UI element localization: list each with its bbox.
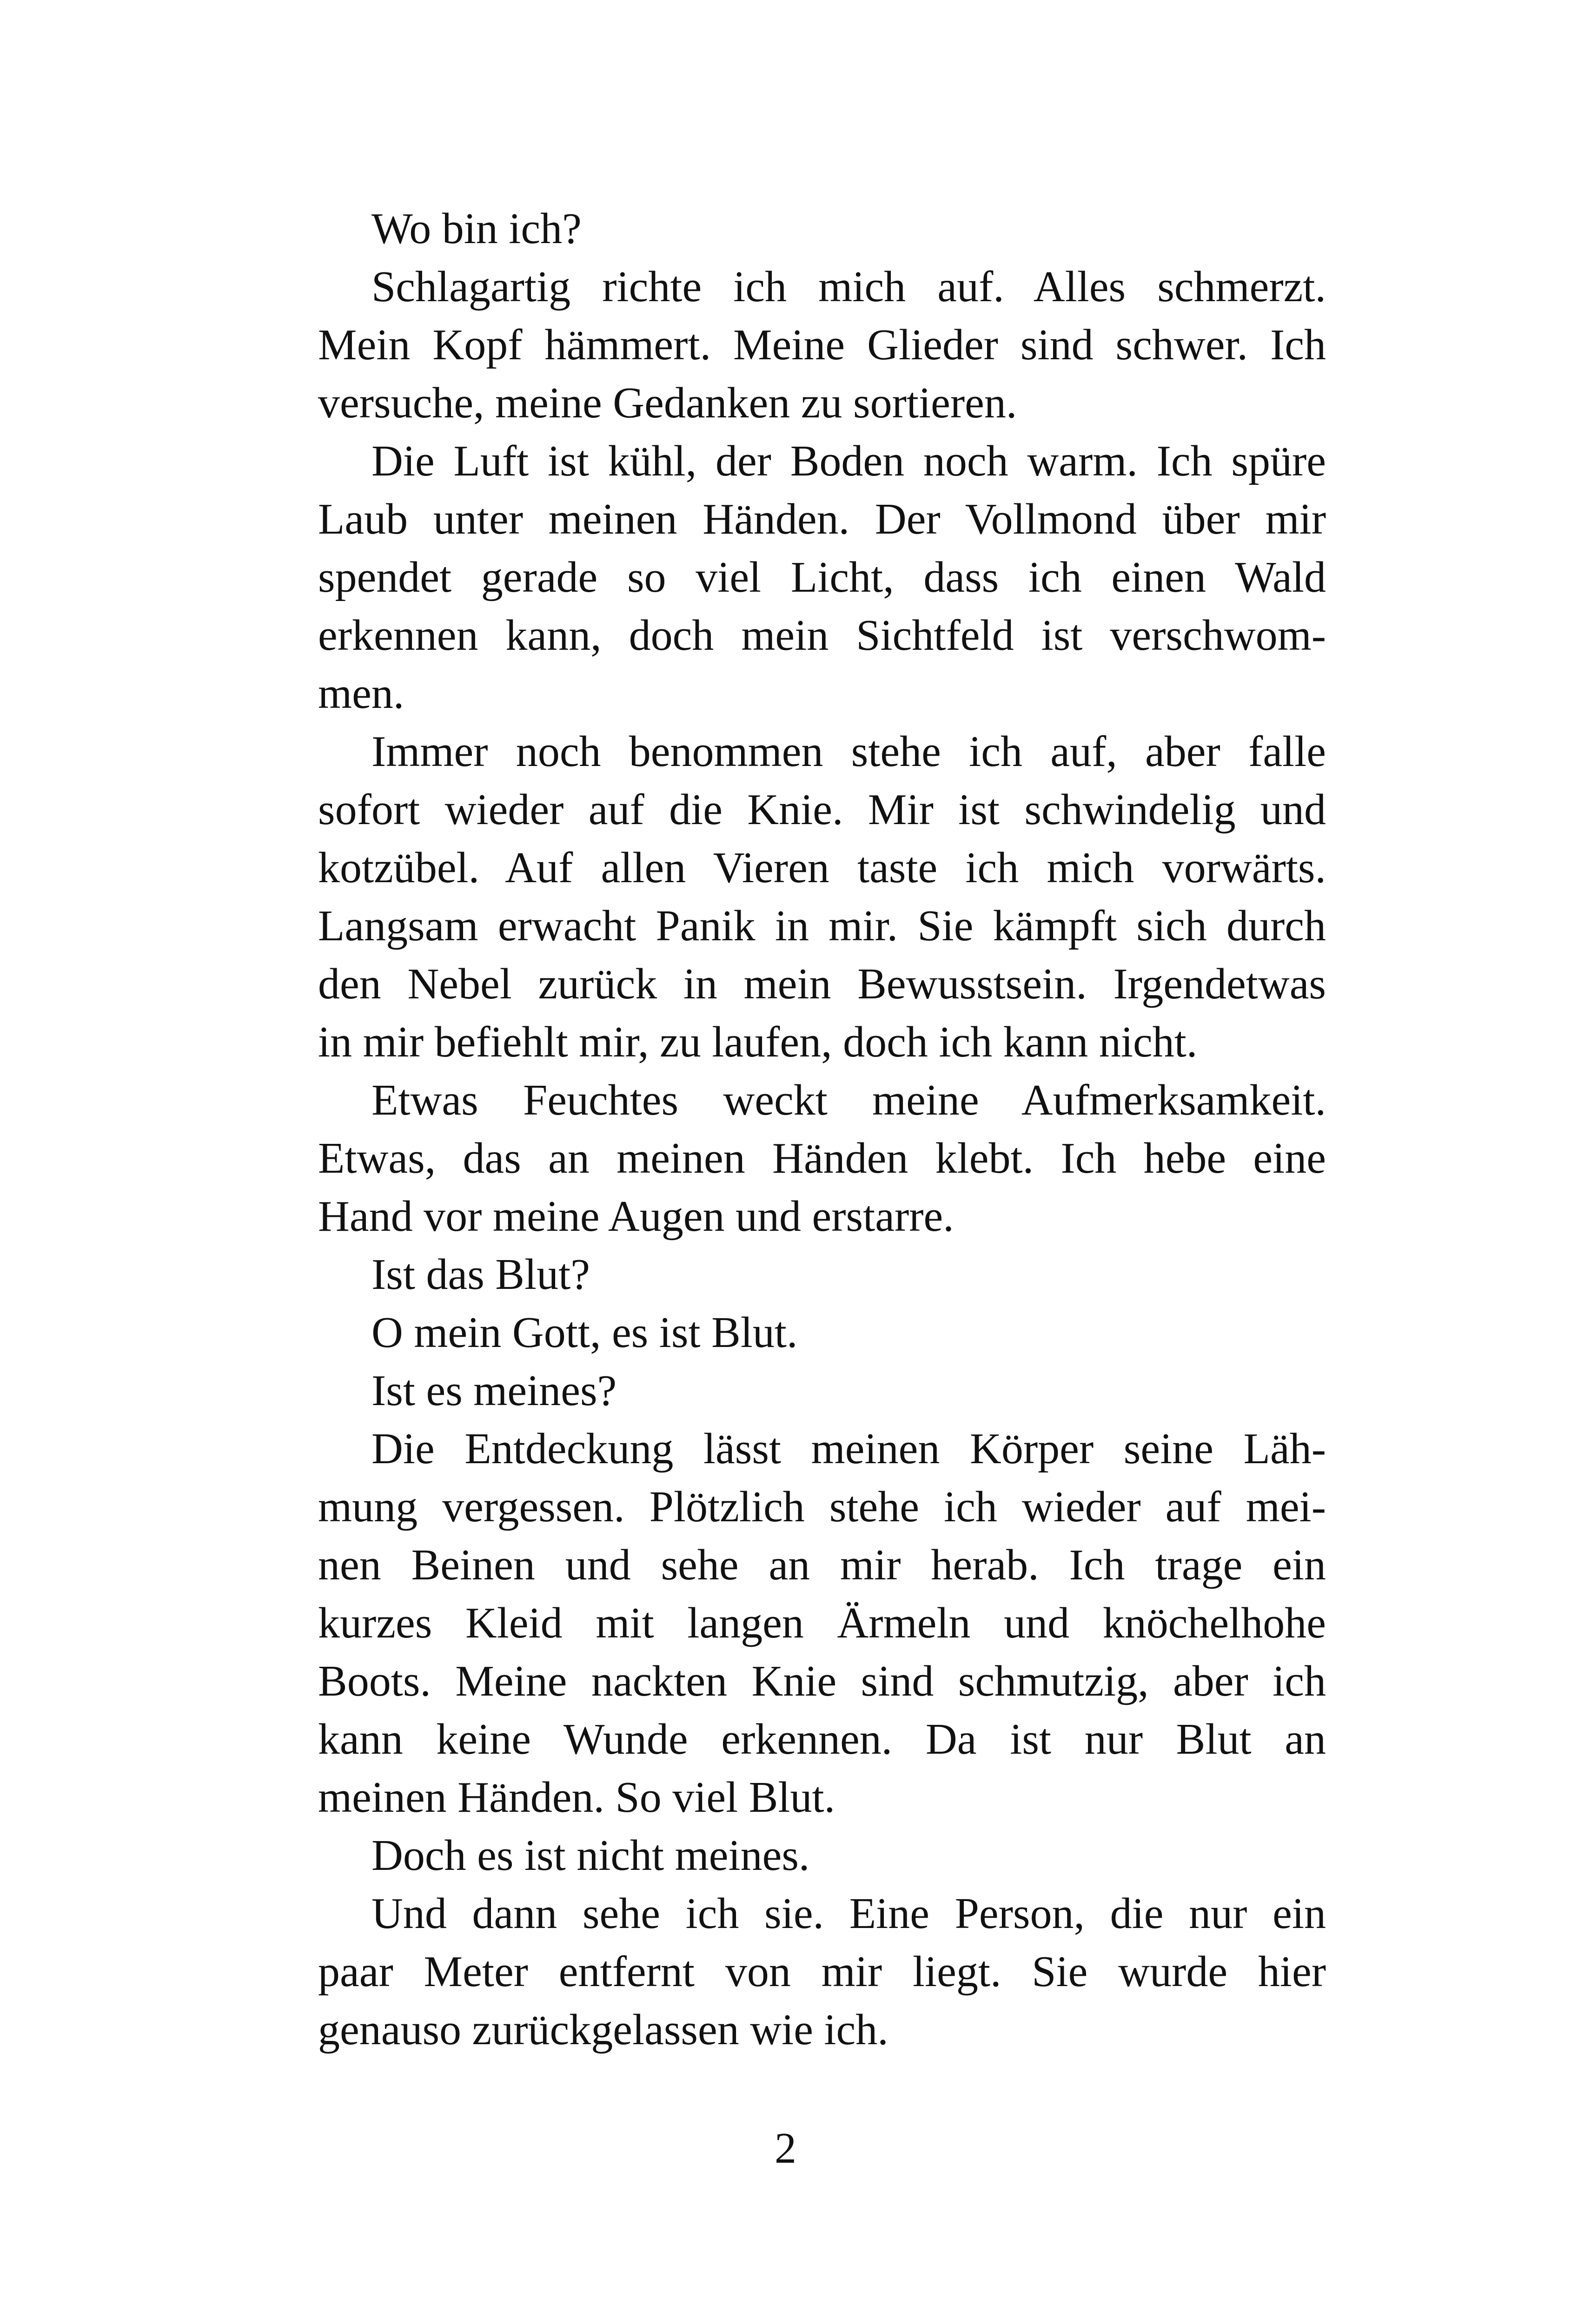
text-line: Laub unter meinen Händen. Der Vollmond über mir [318,495,1326,543]
text-line: kurzes Kleid mit langen Ärmeln und knöchelhohe [318,1599,1326,1647]
text-line: Mein Kopf hämmert. Meine Glieder sind schwer. Ich [318,321,1326,369]
text-line: men. [318,669,404,718]
paragraph [318,258,1326,432]
text-line: Etwas, das an meinen Händen klebt. Ich hebe eine [318,1134,1326,1182]
text-line: Und dann sehe ich sie. Eine Person, die nur ein [371,1889,1326,1938]
text-line: O mein Gott, es ist Blut. [371,1308,798,1357]
paragraph [318,200,1326,258]
text-line: spendet gerade so viel Licht, dass ich einen Wald [318,553,1326,601]
text-line: versuche, meine Gedanken zu sortieren. [318,379,1017,427]
text-line: erkennen kann, doch mein Sichtfeld ist verschwom- [318,611,1326,660]
text-line: Ist das Blut? [371,1250,590,1299]
paragraph [318,1827,1326,1885]
text-line: genauso zurückgelassen wie ich. [318,2006,888,2054]
text-line: mung vergessen. Plötzlich stehe ich wieder auf mei- [318,1483,1326,1531]
text-line: sofort wieder auf die Knie. Mir ist schwindelig und [318,786,1326,834]
text-line: meinen Händen. So viel Blut. [318,1773,835,1822]
text-line: paar Meter entfernt von mir liegt. Sie wurde hier [318,1948,1326,1996]
paragraph [318,1885,1326,2059]
text-line: Hand vor meine Augen und erstarre. [318,1192,954,1241]
text-line: Doch es ist nicht meines. [371,1831,810,1880]
paragraph [318,723,1326,1071]
text-line: Immer noch benommen stehe ich auf, aber falle [371,727,1326,776]
paragraph [318,1071,1326,1246]
paragraph [318,1246,1326,1304]
paragraph [318,1362,1326,1420]
text-line: Etwas Feuchtes weckt meine Aufmerksamkeit. [371,1076,1326,1124]
paragraph [318,1304,1326,1362]
text-line: Boots. Meine nackten Knie sind schmutzig, aber ich [318,1657,1326,1705]
text-line: Die Entdeckung lässt meinen Körper seine Läh- [371,1425,1326,1473]
text-line: Ist es meines? [371,1367,617,1415]
text-line: nen Beinen und sehe an mir herab. Ich trage ein [318,1541,1326,1589]
text-line: Die Luft ist kühl, der Boden noch warm. Ich spüre [371,437,1326,485]
text-line: Schlagartig richte ich mich auf. Alles schmerzt. [371,263,1326,311]
text-line: Wo bin ich? [371,205,582,253]
text-line: in mir befiehlt mir, zu laufen, doch ich kann nicht. [318,1018,1198,1066]
paragraph [318,1420,1326,1827]
body-text [318,200,1326,2059]
paragraph [318,432,1326,723]
text-line: Langsam erwacht Panik in mir. Sie kämpft sich durch [318,902,1326,950]
page-number: 2 [775,2124,796,2172]
text-line: kotzübel. Auf allen Vieren taste ich mich vorwärts. [318,844,1326,892]
text-line: den Nebel zurück in mein Bewusstsein. Irgendetwas [318,960,1326,1008]
text-line: kann keine Wunde erkennen. Da ist nur Blut an [318,1715,1326,1763]
